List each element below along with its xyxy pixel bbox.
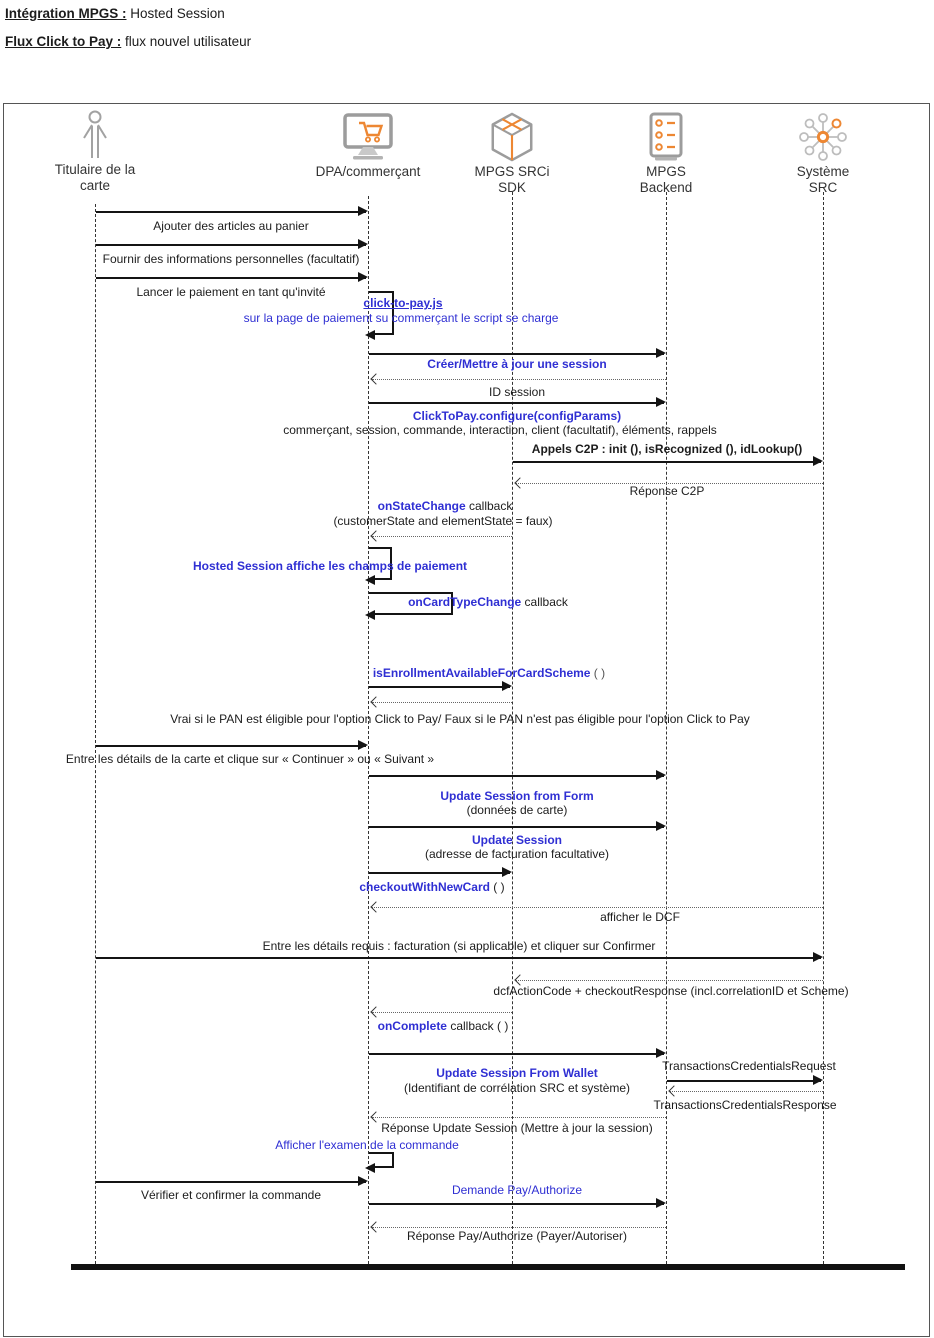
message-label: Update Session from Form <box>440 789 594 803</box>
lifeline-dpa <box>368 196 369 1264</box>
actor-dpa-commercant <box>293 110 443 180</box>
diagram-bottom-bar <box>71 1264 905 1270</box>
actor-titulaire-carte <box>20 108 170 194</box>
arrow-add-articles <box>96 211 366 213</box>
return-afficher-dcf <box>372 907 823 908</box>
return-isenrollment <box>372 702 512 703</box>
message-label: TransactionsCredentialsResponse <box>653 1098 837 1112</box>
message-label: Fournir des informations personnelles (facultatif) <box>102 252 360 266</box>
package-icon <box>437 110 587 164</box>
message-label: Appels C2P : init (), isRecognized (), idLookup() <box>531 442 803 456</box>
message-label: Réponse C2P <box>629 484 705 498</box>
arrow-infos-personnelles <box>96 244 366 246</box>
message-label: Réponse Update Session (Mettre à jour la session) <box>381 1121 653 1135</box>
arrow-entre-details-carte <box>96 745 366 747</box>
message-label: dcfActionCode + checkoutResponse (incl.correlationID et Scheme) <box>493 984 849 998</box>
arrow-creer-session <box>369 353 664 355</box>
return-id-session <box>372 379 666 380</box>
return-reponse-pay-authorize <box>372 1227 666 1228</box>
message-label: Ajouter des articles au panier <box>153 219 309 233</box>
message-label: Vrai si le PAN est éligible pour l'option Click to Pay/ Faux si le PAN n'est pas éligible pour l'option Click to Pay <box>170 712 750 726</box>
arrow-isenrollment <box>369 686 510 688</box>
return-oncomplete <box>372 1012 512 1013</box>
message-label: (adresse de facturation facultative) <box>424 847 610 861</box>
return-dcfactioncode <box>516 980 823 981</box>
header-line-2 <box>5 34 251 49</box>
message-label: (customerState and elementState = faux) <box>333 514 553 528</box>
message-label: Entre les détails requis : facturation (si applicable) et cliquer sur Confirmer <box>262 939 656 953</box>
header-line-2-value: flux nouvel utilisateur <box>121 34 252 49</box>
message-label: TransactionsCredentialsRequest <box>662 1059 836 1073</box>
arrow-clicktopay-configure <box>369 402 664 404</box>
arrow-paiement-invite <box>96 277 366 279</box>
message-label: sur la page de paiement su commerçant le script se charge <box>243 311 559 325</box>
return-onstatechange <box>372 536 512 537</box>
message-label: Update Session From Wallet <box>436 1066 598 1080</box>
message-label: Lancer le paiement en tant qu'invité <box>136 285 326 299</box>
message-label: isEnrollmentAvailableForCardScheme ( ) <box>372 666 606 680</box>
message-label: Hosted Session affiche les champs de paiement <box>192 559 468 573</box>
header-line-1-value: Hosted Session <box>126 6 225 21</box>
arrow-entre-details-requis <box>96 957 821 959</box>
message-label: commerçant, session, commande, interaction, client (facultatif), éléments, rappels <box>283 423 717 437</box>
message-label: Entre les détails de la carte et clique sur « Continuer » ou « Suivant » <box>65 752 435 766</box>
message-label: onComplete callback ( ) <box>377 1019 509 1033</box>
return-transactions-credentials-response <box>670 1091 823 1092</box>
actor-label: Système SRC <box>796 164 850 195</box>
actor-mpgs-srci-sdk <box>437 110 587 196</box>
header-line-1 <box>5 6 225 21</box>
arrow-update-session-form <box>369 775 664 777</box>
network-icon <box>748 110 898 164</box>
message-label: Vérifier et confirmer la commande <box>140 1188 322 1202</box>
message-label: Créer/Mettre à jour une session <box>427 357 607 371</box>
actor-label: DPA/commerçant <box>315 164 421 179</box>
message-label: ClickToPay.configure(configParams) <box>412 409 622 423</box>
arrow-verifier-commande <box>96 1181 366 1183</box>
message-label: Afficher l'examen de la commande <box>275 1138 459 1152</box>
arrow-checkoutwithnewcard <box>369 872 510 874</box>
person-icon <box>20 108 170 162</box>
lifeline-titulaire <box>95 204 96 1264</box>
return-reponse-update-session <box>372 1117 666 1118</box>
message-label: checkoutWithNewCard ( ) <box>359 880 505 894</box>
header-line-2-title: Flux Click to Pay : <box>5 34 122 49</box>
arrow-transactions-credentials-request <box>667 1080 821 1082</box>
server-icon <box>591 110 741 164</box>
self-loop-afficher-examen <box>369 1152 394 1168</box>
actor-label: Titulaire de la carte <box>54 162 136 193</box>
actor-systeme-src <box>748 110 898 196</box>
arrow-demande-pay-authorize <box>369 1203 664 1205</box>
message-label: ID session <box>488 385 546 399</box>
message-label: (Identifiant de corrélation SRC et système) <box>403 1081 631 1095</box>
actor-label: MPGS SRCi SDK <box>474 164 550 195</box>
message-label: afficher le DCF <box>600 910 680 924</box>
arrow-update-session-wallet <box>369 1053 664 1055</box>
message-label: onCardTypeChange callback <box>408 595 568 609</box>
actor-label: MPGS Backend <box>639 164 693 195</box>
message-label: click-to-pay.js <box>363 296 443 310</box>
monitor-cart-icon <box>293 110 443 164</box>
header-line-1-title: Intégration MPGS : <box>5 6 127 21</box>
arrow-appels-c2p <box>513 461 821 463</box>
actor-mpgs-backend <box>591 110 741 196</box>
message-label: Réponse Pay/Authorize (Payer/Autoriser) <box>406 1229 628 1243</box>
message-label: Demande Pay/Authorize <box>451 1183 583 1197</box>
message-label: onStateChange callback <box>377 499 513 513</box>
message-label: Update Session <box>471 833 563 847</box>
arrow-update-session <box>369 826 664 828</box>
message-label: (données de carte) <box>466 803 568 817</box>
